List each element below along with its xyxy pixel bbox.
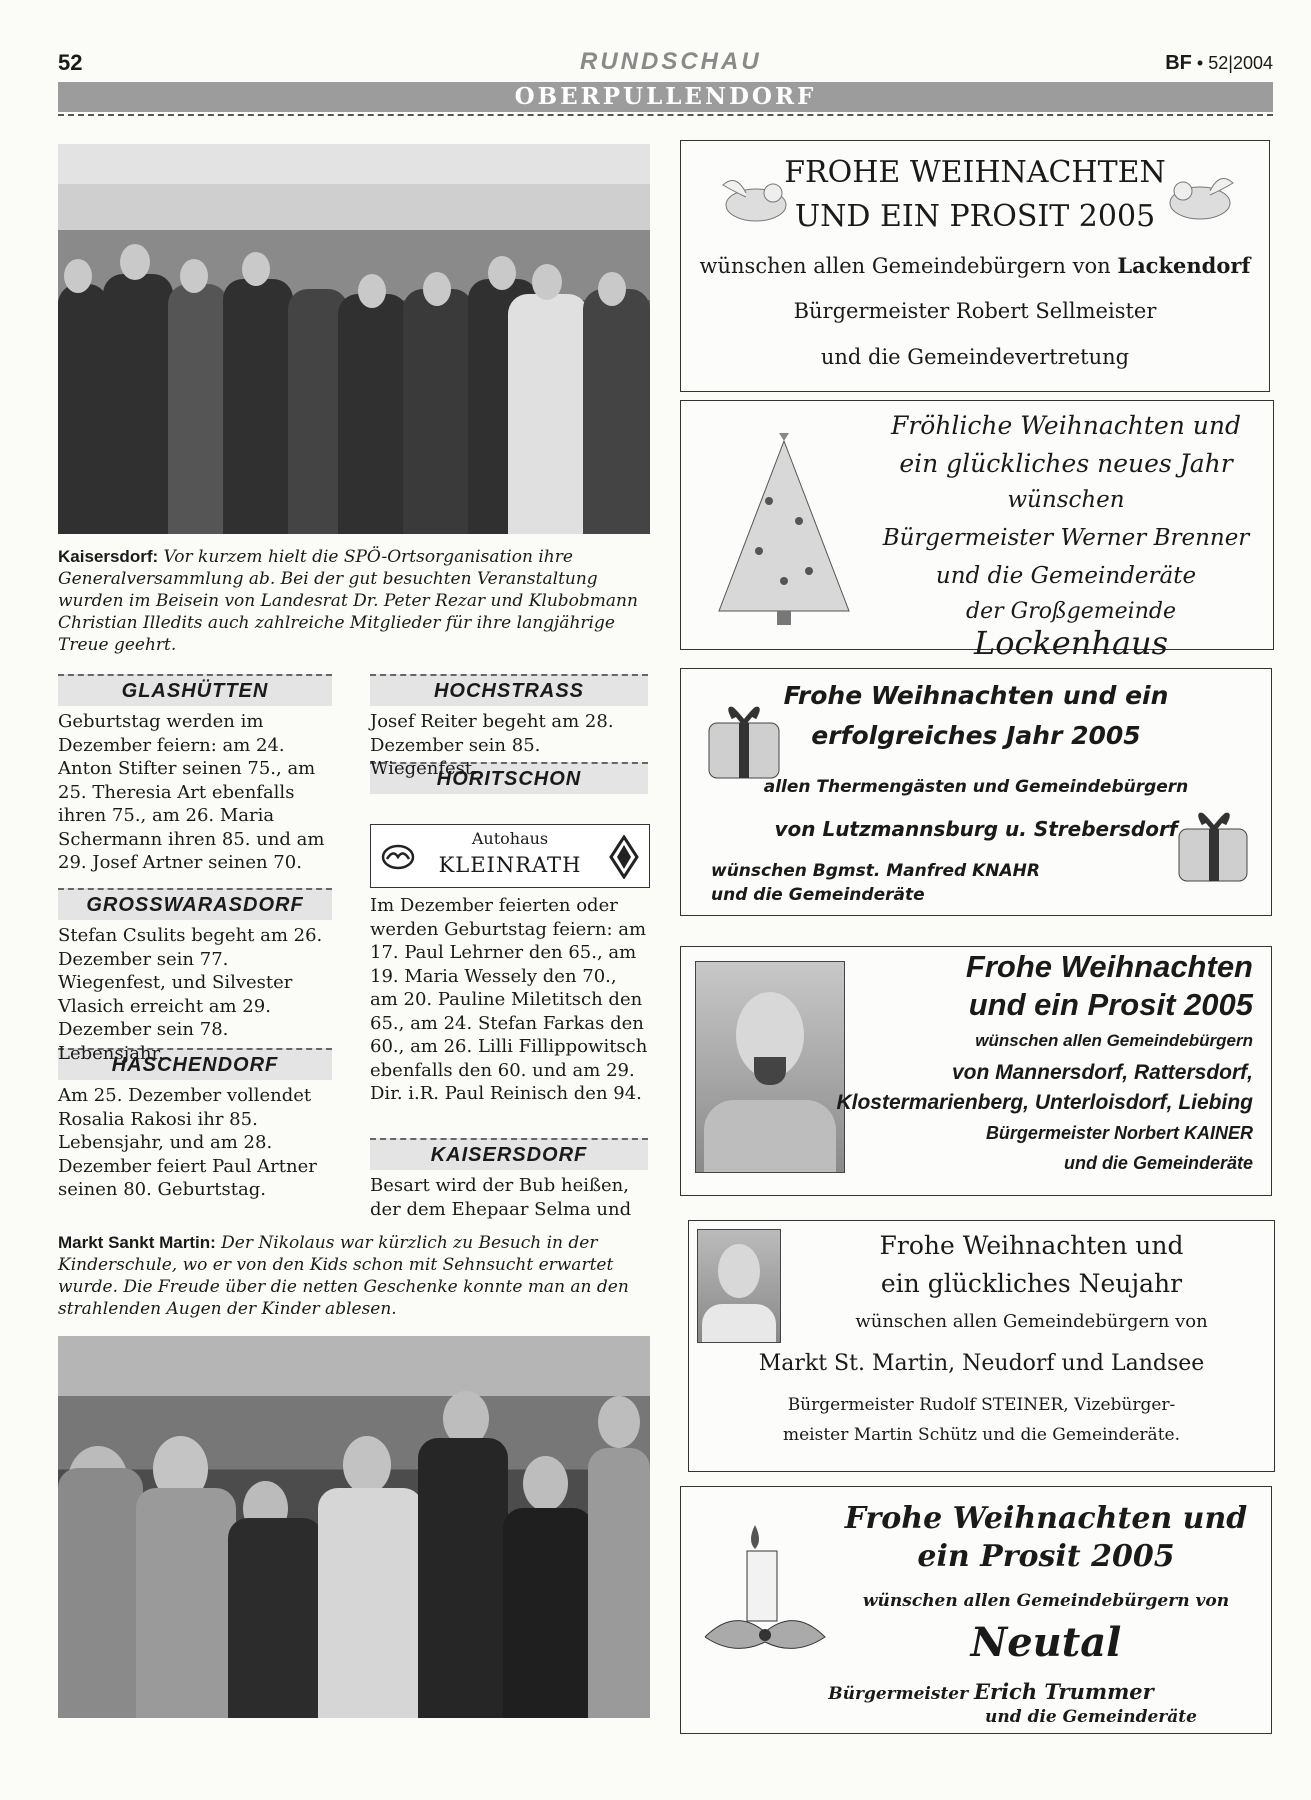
photo-person bbox=[103, 274, 173, 534]
ad-neutal-line6: und die Gemeinderäte bbox=[985, 1707, 1197, 1727]
photo-person bbox=[58, 284, 108, 534]
photo-person bbox=[508, 294, 588, 534]
photo-head bbox=[423, 272, 451, 306]
photo-head bbox=[180, 259, 208, 293]
ad-lutzmannsburg-line6: und die Gemeinderäte bbox=[711, 885, 925, 905]
photo-caption-kaisersdorf bbox=[58, 546, 650, 656]
ad-lutzmannsburg-line2: erfolgreiches Jahr 2005 bbox=[811, 721, 1141, 750]
page-number: 52 bbox=[58, 50, 83, 75]
photo-head bbox=[598, 1396, 640, 1448]
ad-lackendorf-line2: UND EIN PROSIT 2005 bbox=[794, 199, 1156, 234]
candle-icon bbox=[695, 1517, 835, 1677]
section-head-horitschon: HORITSCHON bbox=[370, 762, 648, 794]
ad-lutzmannsburg-line4: von Lutzmannsburg u. Strebersdorf bbox=[774, 817, 1178, 841]
caption-text: Vor kurzem hielt die SPÖ-Ortsorganisation ihre Generalversammlung ab. Bei der gut besuchten Veranstaltung wurden im Beisein von Landesrat Dr. Peter Rezar und Klubobmann Christian Illedits auch zahlreiche Mitglieder für ihre langjährige Treue geehrt. bbox=[58, 547, 638, 655]
ad-lackendorf-line5: und die Gemeindevertretung bbox=[820, 345, 1130, 369]
section-title: OBERPULLENDORF bbox=[514, 83, 817, 110]
ad-mannersdorf-line4: von Mannersdorf, Rattersdorf, bbox=[951, 1061, 1253, 1084]
ad-lutzmannsburg bbox=[680, 668, 1272, 916]
ad-mannersdorf bbox=[680, 946, 1272, 1196]
ad-neutal-line5: Bürgermeister Erich Trummer bbox=[828, 1679, 1154, 1704]
mayor-portrait bbox=[697, 1229, 781, 1343]
ad-mannersdorf-line6: Bürgermeister Norbert KAINER bbox=[985, 1123, 1253, 1143]
ad-lockenhaus-line1: Fröhliche Weihnachten und bbox=[890, 411, 1242, 440]
issue-info bbox=[1165, 52, 1273, 75]
photo-head bbox=[242, 252, 270, 286]
issue-separator: • bbox=[1196, 53, 1204, 73]
photo-head bbox=[598, 272, 626, 306]
photo-head bbox=[343, 1436, 391, 1494]
photo-person bbox=[403, 289, 473, 534]
issue-brand: BF bbox=[1165, 52, 1192, 74]
photo-person bbox=[228, 1518, 323, 1718]
section-band bbox=[58, 82, 1273, 112]
ad-lockenhaus-line4: Bürgermeister Werner Brenner bbox=[882, 525, 1250, 551]
right-column bbox=[370, 674, 648, 794]
ad-lutzmannsburg-line5: wünschen Bgmst. Manfred KNAHR bbox=[711, 861, 1040, 881]
ad-lockenhaus-line6: der Großgemeinde Lockenhaus bbox=[966, 599, 1176, 662]
section-text-hochstrass: Josef Reiter begeht am 28. Dezember sein 85. Wiegenfest. bbox=[370, 711, 614, 779]
ad-lockenhaus-line5: und die Gemeinderäte bbox=[935, 563, 1197, 589]
ad-neutal-line1: Frohe Weihnachten und bbox=[844, 1501, 1248, 1536]
ad-neutal-mayor: Erich Trummer bbox=[974, 1679, 1154, 1704]
photo-person bbox=[503, 1508, 593, 1718]
section-head-grosswarasdorf: GROSSWARASDORF bbox=[58, 888, 332, 920]
photo-background bbox=[58, 1336, 650, 1396]
ad-lackendorf bbox=[680, 140, 1270, 392]
ad-lockenhaus-town: Lockenhaus bbox=[973, 624, 1169, 662]
photo-head bbox=[532, 264, 562, 300]
photo-person bbox=[583, 289, 650, 534]
ad-mannersdorf-line7: und die Gemeinderäte bbox=[1063, 1153, 1253, 1173]
photo-person bbox=[223, 279, 293, 534]
autohaus-label: Autohaus bbox=[471, 829, 549, 848]
section-text-horitschon: Im Dezember feierten oder werden Geburtstag feiern: am 17. Paul Lehrner den 65., am 19. Maria Wessely den 70., am 20. Pauline Miletitsch den 65., am 24. Stefan Farkas den 60., am 26. Lilli Fillippowitsch ebenfalls den 60. und am 29. Dir. i.R. Paul Reinisch den 94. bbox=[370, 895, 648, 1104]
christmas-tree-icon bbox=[709, 431, 859, 631]
portrait-beard bbox=[754, 1057, 786, 1085]
ad-markt-st-martin bbox=[688, 1220, 1275, 1472]
photo-caption-markt-st-martin bbox=[58, 1232, 650, 1320]
ad-stmartin-line4: Markt St. Martin, Neudorf und Landsee bbox=[758, 1351, 1205, 1376]
photo-person bbox=[136, 1488, 236, 1718]
photo-head bbox=[120, 244, 150, 280]
gift-box-icon bbox=[1169, 799, 1259, 889]
photo-person bbox=[338, 294, 408, 534]
ad-stmartin-line6: meister Martin Schütz und die Gemeinderäte. bbox=[783, 1425, 1180, 1445]
photo-person bbox=[168, 284, 228, 534]
right-column-continued bbox=[370, 894, 648, 1221]
header-divider bbox=[58, 114, 1273, 116]
photo-ceiling bbox=[58, 144, 650, 184]
ad-lackendorf-line4: Bürgermeister Robert Sellmeister bbox=[793, 299, 1157, 323]
ad-stmartin-line3: wünschen allen Gemeindebürgern von bbox=[855, 1311, 1208, 1332]
photo-person bbox=[58, 1468, 143, 1718]
caption-place: Kaisersdorf: bbox=[58, 547, 159, 566]
photo-head bbox=[488, 256, 516, 290]
magazine-name: RUNDSCHAU bbox=[580, 48, 762, 75]
photo-head bbox=[358, 274, 386, 308]
ad-mannersdorf-line5: Klostermarienberg, Unterloisdorf, Liebing bbox=[836, 1091, 1253, 1114]
caption-text: Der Nikolaus war kürzlich zu Besuch in der Kinderschule, wo er von den Kids schon mit Sehnsucht erwartet wurde. Die Freude über die netten Geschenke konnte man an den strahlenden Augen der Kinder ablesen. bbox=[58, 1233, 629, 1319]
section-text-glashuetten: Geburtstag werden im Dezember feiern: am 24. Anton Stifter seinen 75., am 25. Theresia Art ebenfalls ihren 75., am 26. Maria Schermann ihren 85. und am 29. Josef Artner seinen 70. bbox=[58, 711, 325, 873]
section-text-haschendorf: Am 25. Dezember vollendet Rosalia Rakosi ihr 85. Lebensjahr, und am 28. Dezember feiert Paul Artner seinen 80. Geburtstag. bbox=[58, 1085, 317, 1200]
issue-number: 52|2004 bbox=[1208, 53, 1273, 73]
portrait-face bbox=[718, 1244, 760, 1298]
photo-person bbox=[318, 1488, 423, 1718]
group-photo bbox=[58, 144, 650, 534]
ad-lackendorf-town: Lackendorf bbox=[1117, 253, 1251, 278]
photo-head bbox=[64, 259, 92, 293]
section-head-haschendorf: HASCHENDORF bbox=[58, 1048, 332, 1080]
portrait-shoulders bbox=[704, 1100, 836, 1172]
section-text-grosswarasdorf: Stefan Csulits begeht am 26. Dezember sein 77. Wiegenfest, und Silvester Vlasich erreicht am 29. Dezember sein 78. Lebensjahr. bbox=[58, 925, 323, 1064]
ad-neutal-line3: wünschen allen Gemeindebürgern von bbox=[862, 1591, 1230, 1611]
ad-lockenhaus-line3: wünschen bbox=[1007, 487, 1125, 513]
ad-lutzmannsburg-line1: Frohe Weihnachten und ein bbox=[783, 681, 1169, 710]
left-column bbox=[58, 674, 332, 1202]
mayor-portrait bbox=[695, 961, 845, 1173]
ad-mannersdorf-line1: Frohe Weihnachten bbox=[965, 949, 1253, 984]
ad-lackendorf-line1: FROHE WEIHNACHTEN bbox=[784, 155, 1166, 190]
ad-lutzmannsburg-line3: allen Thermengästen und Gemeindebürgern bbox=[763, 777, 1189, 797]
photo-head bbox=[523, 1456, 568, 1511]
ad-neutal bbox=[680, 1486, 1272, 1734]
renault-logo-icon bbox=[609, 835, 639, 879]
ad-neutal-line2: ein Prosit 2005 bbox=[917, 1539, 1175, 1574]
photo-person bbox=[418, 1438, 508, 1718]
autohaus-name: KLEINRATH bbox=[438, 853, 582, 877]
ad-lockenhaus bbox=[680, 400, 1274, 662]
photo-person bbox=[588, 1448, 650, 1718]
autohaus-ad bbox=[370, 824, 650, 888]
ad-mannersdorf-line2: und ein Prosit 2005 bbox=[968, 987, 1253, 1022]
ad-stmartin-line2: ein glückliches Neujahr bbox=[880, 1269, 1183, 1298]
section-head-hochstrass: HOCHSTRASS bbox=[370, 674, 648, 706]
caption-place: Markt Sankt Martin: bbox=[58, 1233, 216, 1252]
ad-stmartin-line5: Bürgermeister Rudolf STEINER, Vizebürger- bbox=[787, 1395, 1176, 1415]
section-head-glashuetten: GLASHÜTTEN bbox=[58, 674, 332, 706]
ad-lackendorf-line3: wünschen allen Gemeindebürgern von Lackendorf bbox=[699, 253, 1251, 278]
portrait-shoulders bbox=[702, 1304, 776, 1342]
section-text-kaisersdorf: Besart wird der Bub heißen, der dem Ehepaar Selma und bbox=[370, 1175, 632, 1220]
section-head-kaisersdorf: KAISERSDORF bbox=[370, 1138, 648, 1170]
ad-stmartin-line1: Frohe Weihnachten und bbox=[879, 1231, 1184, 1260]
ad-mannersdorf-line3: wünschen allen Gemeindebürgern bbox=[975, 1031, 1253, 1050]
children-photo bbox=[58, 1336, 650, 1718]
ad-lockenhaus-line2: ein glückliches neues Jahr bbox=[899, 449, 1233, 478]
ad-neutal-town: Neutal bbox=[970, 1619, 1122, 1666]
